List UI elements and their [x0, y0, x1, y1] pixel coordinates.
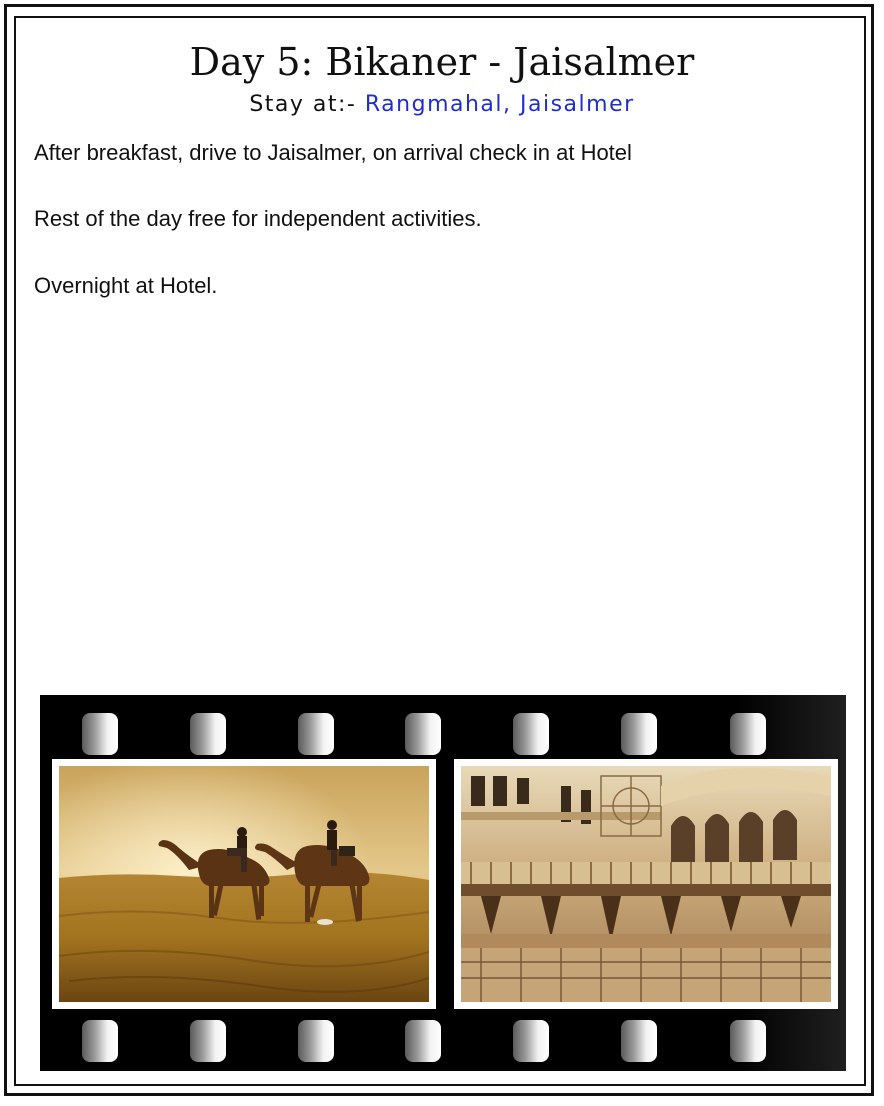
itinerary-paragraph: Rest of the day free for independent activities. — [34, 206, 482, 231]
sprocket-hole — [298, 1020, 334, 1062]
sprocket-hole — [621, 1020, 657, 1062]
hotel-link[interactable]: Rangmahal, Jaisalmer — [364, 92, 635, 117]
filmstrip — [40, 695, 846, 1071]
sprocket-hole — [730, 1020, 766, 1062]
sprocket-hole — [82, 1020, 118, 1062]
itinerary-paragraph: After breakfast, drive to Jaisalmer, on arrival check in at Hotel — [34, 140, 632, 165]
camel-caravan-image — [59, 766, 429, 1002]
stay-line — [0, 92, 884, 117]
page-title: Day 5: Bikaner - Jaisalmer — [189, 40, 695, 84]
haveli-balcony-photo — [454, 759, 838, 1009]
sprocket-hole — [730, 713, 766, 755]
sprocket-hole — [405, 713, 441, 755]
stay-prefix: Stay at:- — [249, 92, 365, 117]
sprocket-hole — [190, 1020, 226, 1062]
sprocket-hole — [405, 1020, 441, 1062]
itinerary-paragraph: Overnight at Hotel. — [34, 273, 218, 298]
camel-caravan-photo — [52, 759, 436, 1009]
sprocket-hole — [298, 713, 334, 755]
sprocket-hole — [621, 713, 657, 755]
sprocket-hole — [513, 713, 549, 755]
sprocket-hole — [82, 713, 118, 755]
sprocket-hole — [513, 1020, 549, 1062]
sprocket-hole — [190, 713, 226, 755]
haveli-balcony-image — [461, 766, 831, 1002]
